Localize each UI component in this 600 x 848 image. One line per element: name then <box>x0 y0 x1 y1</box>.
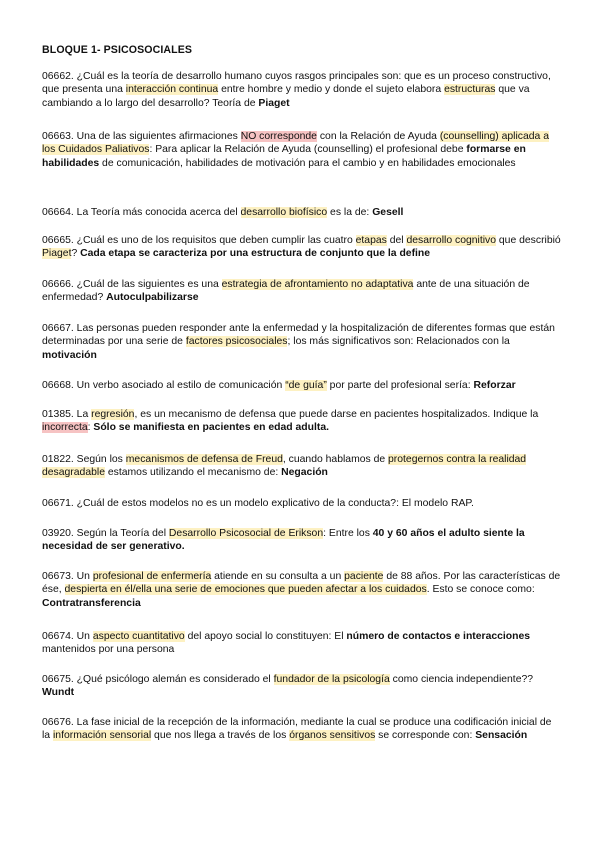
question-text: , es un mecanismo de defensa que puede darse en pacientes hospitalizados. Indique la <box>134 409 539 420</box>
answer-text: Wundt <box>42 687 75 699</box>
highlighted-text: Piaget <box>42 248 72 260</box>
question-06665 <box>42 234 562 261</box>
question-03920 <box>42 527 562 554</box>
highlighted-text: órganos sensitivos <box>289 730 376 742</box>
answer-text: Negación <box>281 467 328 479</box>
question-text: 06671. ¿Cuál de estos modelos no es un modelo explicativo de la conducta?: El modelo RAP. <box>42 498 474 509</box>
question-text: 06673. Un <box>42 571 93 582</box>
question-text: 03920. Según la Teoría del <box>42 528 169 539</box>
question-06674 <box>42 630 562 657</box>
answer-text: Autoculpabilizarse <box>106 292 199 304</box>
question-text: que va cambiando a lo largo del desarrollo? Teoría de <box>42 84 530 109</box>
highlighted-text: protegernos contra la realidad desagradable <box>42 454 527 479</box>
answer-text: Contratransferencia <box>42 597 141 609</box>
question-06666 <box>42 278 562 305</box>
question-06671 <box>42 497 562 510</box>
highlighted-negation-text: NO corresponde <box>240 131 317 142</box>
highlighted-text: factores psicosociales <box>185 336 288 348</box>
question-text: 01822. Según los <box>42 454 126 465</box>
question-text: entre hombre y medio y donde el sujeto elabora <box>218 84 445 96</box>
highlighted-text: regresión <box>91 409 135 420</box>
question-06668 <box>42 379 562 392</box>
highlighted-text: “de guía” <box>285 380 327 391</box>
question-text: 06668. Un verbo asociado al estilo de comunicación <box>42 380 286 391</box>
answer-text: Gesell <box>372 207 404 218</box>
question-text: de 88 años. Por las características de ése, <box>42 571 561 596</box>
question-text: por parte del profesional sería: <box>326 380 474 391</box>
highlighted-text: estrategia de afrontamiento no adaptativa <box>221 279 414 290</box>
question-text: mantenidos por una persona <box>42 644 175 656</box>
question-text: 06665. ¿Cuál es uno de los requisitos que deben cumplir las cuatro <box>42 235 356 246</box>
highlighted-text: Desarrollo Psicosocial de Erikson <box>168 528 324 539</box>
highlighted-text: paciente <box>344 571 384 582</box>
question-06675 <box>42 673 562 700</box>
question-text: . Esto se conoce como: <box>426 584 535 596</box>
highlighted-text: desarrollo cognitivo <box>406 235 497 246</box>
question-text: es la de: <box>327 207 373 218</box>
answer-text: Piaget <box>258 97 290 109</box>
question-text: 06674. Un <box>42 631 93 642</box>
answer-text: Sensación <box>475 730 528 742</box>
highlighted-text: fundador de la psicología <box>273 674 390 685</box>
highlighted-text: información sensorial <box>52 730 152 742</box>
section-title: BLOQUE 1- PSICOSOCIALES <box>42 44 193 56</box>
question-text: : Para aplicar la Relación de Ayuda (counselling) el profesional debe <box>149 144 467 156</box>
highlighted-text: mecanismos de defensa de Freud <box>125 454 283 465</box>
question-text: : Entre los <box>323 528 373 539</box>
question-text: del apoyo social lo constituyen: El <box>184 631 347 642</box>
question-text: como ciencia independiente?? <box>389 674 534 685</box>
highlighted-negation-text: incorrecta <box>42 422 88 434</box>
question-text: del <box>386 235 407 246</box>
highlighted-text: profesional de enfermería <box>92 571 212 582</box>
highlighted-text: etapas <box>355 235 387 246</box>
question-text: 06676. La fase inicial de la recepción de la información, mediante la cual se produce una codificación inicial de la <box>42 717 552 742</box>
question-06676 <box>42 716 562 743</box>
question-text: 06666. ¿Cuál de las siguientes es una <box>42 279 222 290</box>
answer-text: formarse en habilidades <box>42 144 526 169</box>
question-06667 <box>42 322 562 362</box>
answer-text: Sólo se manifiesta en pacientes en edad adulta. <box>93 422 330 434</box>
question-text: que describió <box>496 235 561 246</box>
question-text: con la Relación de Ayuda <box>316 131 440 142</box>
question-text: que nos llega a través de los <box>151 730 290 742</box>
answer-text: Reforzar <box>473 380 516 391</box>
question-text: 06662. ¿Cuál es la teoría de desarrollo humano cuyos rasgos principales son: que es un proceso constructivo, que presenta una <box>42 71 551 96</box>
question-text: estamos utilizando el mecanismo de: <box>104 467 282 479</box>
highlighted-text: interacción continua <box>125 84 219 96</box>
answer-text: motivación <box>42 349 97 361</box>
highlighted-text: estructuras <box>444 84 496 96</box>
question-text: ante de una situación de enfermedad? <box>42 279 530 304</box>
question-text: : <box>87 422 94 434</box>
answer-text: número de contactos e interacciones <box>346 631 531 642</box>
question-text: 06663. Una de las siguientes afirmaciones <box>42 131 241 142</box>
question-text: 06664. La Teoría más conocida acerca del <box>42 207 241 218</box>
question-text: , cuando hablamos de <box>282 454 389 465</box>
highlighted-text: desarrollo biofísico <box>240 207 328 218</box>
question-text: ? <box>71 248 81 260</box>
question-text: se corresponde con: <box>375 730 476 742</box>
question-text: atiende en su consulta a un <box>211 571 345 582</box>
answer-text: Cada etapa se caracteriza por una estructura de conjunto que la define <box>80 248 431 260</box>
question-text: ; los más significativos son: Relacionados con la <box>287 336 510 348</box>
question-06664 <box>42 206 562 219</box>
question-06673 <box>42 570 562 610</box>
highlighted-text: despierta en él/ella una serie de emociones que pueden afectar a los cuidados <box>64 584 427 596</box>
question-text: 01385. La <box>42 409 92 420</box>
question-06663 <box>42 130 562 170</box>
answer-text: 40 y 60 años el adulto siente la necesidad de ser generativo. <box>42 528 525 553</box>
question-06662 <box>42 70 562 110</box>
highlighted-text: aspecto cuantitativo <box>92 631 185 642</box>
question-01822 <box>42 453 562 480</box>
question-text: de comunicación, habilidades de motivación para el cambio y en habilidades emocionales <box>99 157 516 169</box>
question-01385 <box>42 408 562 435</box>
question-text: 06667. Las personas pueden responder ante la enfermedad y la hospitalización de diferentes formas que están determinadas por una serie de <box>42 323 555 348</box>
question-text: 06675. ¿Qué psicólogo alemán es considerado el <box>42 674 274 685</box>
highlighted-text: (counselling) aplicada a los Cuidados Paliativos <box>42 131 549 156</box>
